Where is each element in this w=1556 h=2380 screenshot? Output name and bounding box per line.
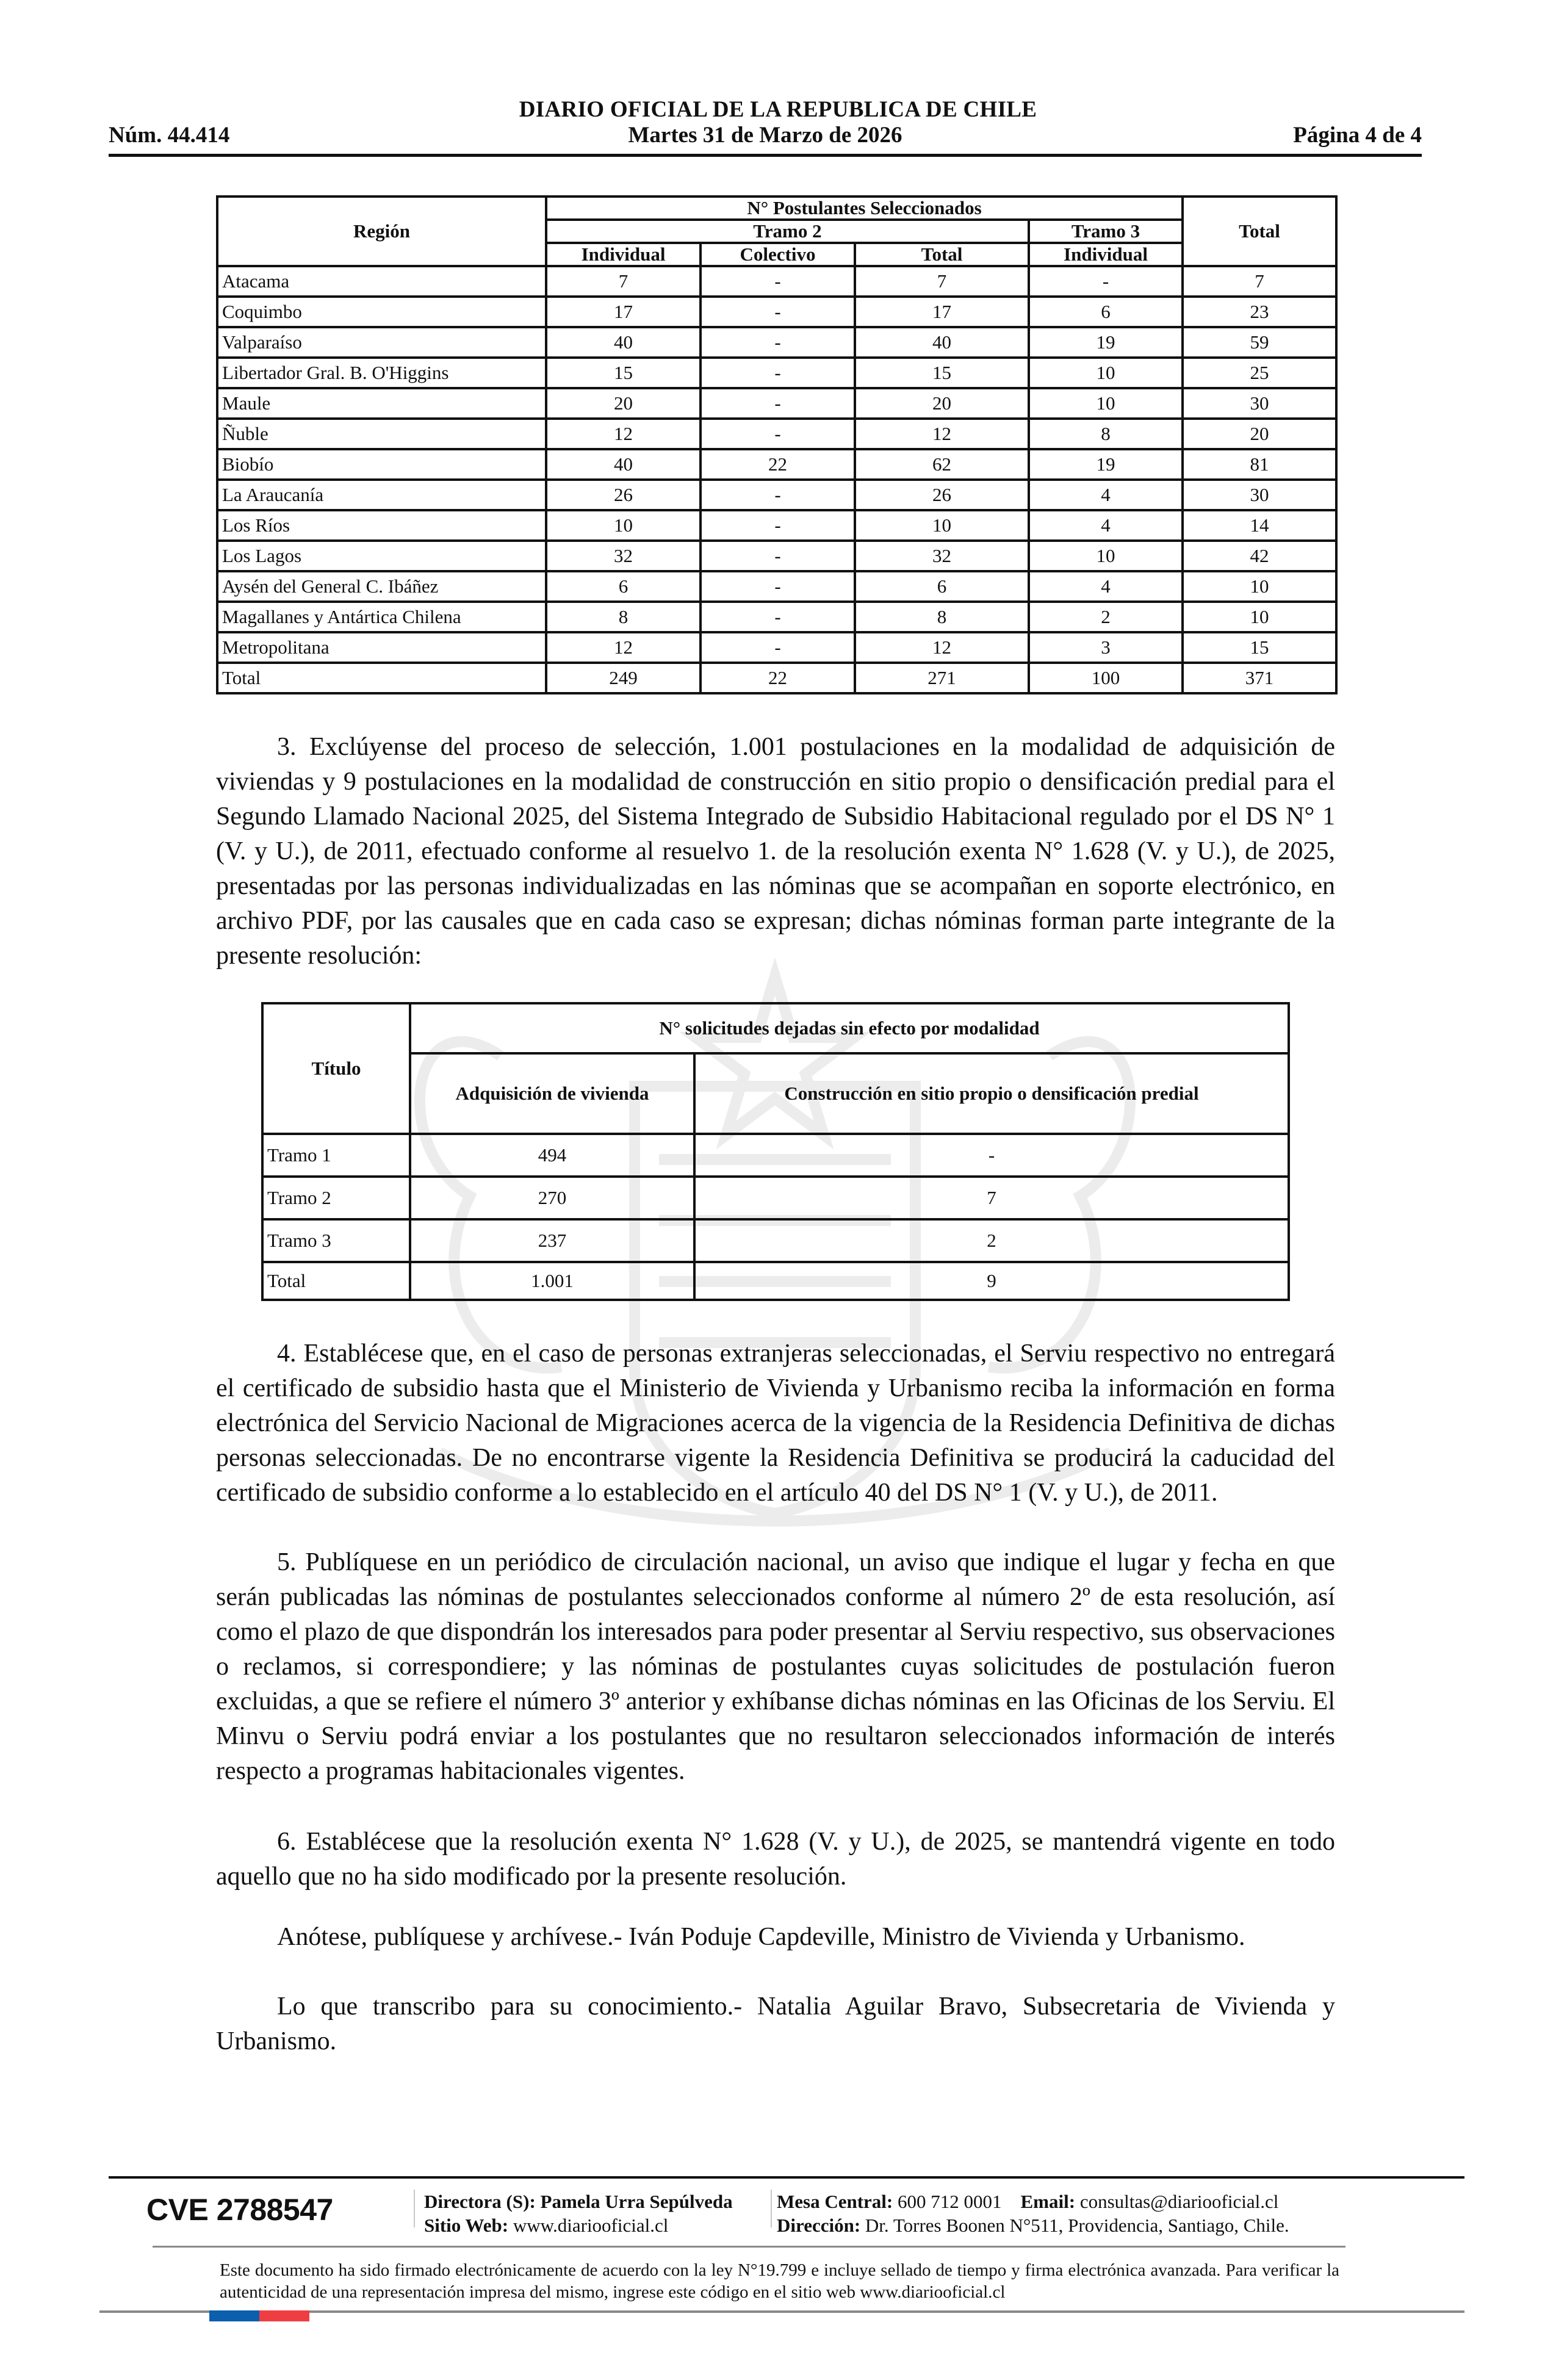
region-cell: Magallanes y Antártica Chilena bbox=[217, 602, 546, 632]
tramo2-colectivo-cell: - bbox=[701, 510, 855, 541]
table-row bbox=[262, 1177, 1289, 1219]
page-indicator: Página 4 de 4 bbox=[1293, 123, 1422, 148]
tramo2-colectivo-cell: - bbox=[701, 480, 855, 510]
table-row bbox=[217, 602, 1336, 632]
paragraph-4: 4. Establécese que, en el caso de personas extranjeras seleccionadas, el Serviu respectivo no entregará el certificado de subsidio hasta que el Ministerio de Vivienda y Urbanismo reciba la información en forma electrónica del Servicio Nacional de Migraciones acerca de la vigencia de la Residencia Definitiva de dichas personas seleccionadas. De no encontrarse vigente la Residencia Definitiva se producirá la caducidad del certificado de subsidio conforme a lo establecido en el artículo 40 del DS N° 1 (V. y U.), de 2011. bbox=[216, 1340, 1335, 1507]
publication-date: Martes 31 de Marzo de 2026 bbox=[628, 123, 902, 148]
tramo2-individual-cell: 26 bbox=[546, 480, 701, 510]
region-cell: Maule bbox=[217, 388, 546, 419]
table-row bbox=[217, 510, 1336, 541]
table-row bbox=[217, 571, 1336, 602]
tramo2-individual-cell: 40 bbox=[546, 449, 701, 480]
table-row bbox=[217, 480, 1336, 510]
publication-title: DIARIO OFICIAL DE LA REPUBLICA DE CHILE bbox=[519, 97, 1037, 122]
excluded-applications-table bbox=[261, 1002, 1290, 1301]
table-row bbox=[217, 327, 1336, 358]
tramo2-colectivo-cell: - bbox=[701, 327, 855, 358]
tramo3-individual-cell: 3 bbox=[1029, 632, 1183, 663]
footer-contact-block bbox=[777, 2190, 1289, 2237]
tramo3-individual-cell: - bbox=[1029, 266, 1183, 297]
header-t2-total: Total bbox=[855, 243, 1029, 266]
header-total: Total bbox=[1183, 197, 1336, 266]
tramo2-total-cell: 271 bbox=[855, 663, 1029, 693]
phone-number: 600 712 0001 bbox=[898, 2191, 1002, 2212]
table-row bbox=[217, 541, 1336, 571]
construction-cell: - bbox=[694, 1134, 1289, 1177]
header-region: Región bbox=[217, 197, 546, 266]
footer-director-block bbox=[424, 2190, 733, 2237]
tramo2-total-cell: 7 bbox=[855, 266, 1029, 297]
issue-number: Núm. 44.414 bbox=[109, 123, 230, 148]
region-cell: Los Lagos bbox=[217, 541, 546, 571]
tramo2-total-cell: 12 bbox=[855, 632, 1029, 663]
tramo3-individual-cell: 100 bbox=[1029, 663, 1183, 693]
total-cell: 7 bbox=[1183, 266, 1336, 297]
tramo2-individual-cell: 40 bbox=[546, 327, 701, 358]
tramo2-individual-cell: 17 bbox=[546, 297, 701, 327]
table-row bbox=[262, 1134, 1289, 1177]
tramo2-individual-cell: 12 bbox=[546, 419, 701, 449]
website-label: Sitio Web: bbox=[424, 2215, 509, 2236]
header-construction: Construcción en sitio propio o densificación predial bbox=[694, 1053, 1289, 1134]
table-row bbox=[217, 449, 1336, 480]
tramo2-colectivo-cell: - bbox=[701, 297, 855, 327]
table-row bbox=[217, 266, 1336, 297]
tramo-label-cell: Tramo 3 bbox=[262, 1219, 410, 1262]
table-row bbox=[262, 1219, 1289, 1262]
tramo2-total-cell: 32 bbox=[855, 541, 1029, 571]
tramo3-individual-cell: 8 bbox=[1029, 419, 1183, 449]
tramo2-total-cell: 12 bbox=[855, 419, 1029, 449]
tramo2-individual-cell: 8 bbox=[546, 602, 701, 632]
header-title: Título bbox=[262, 1003, 410, 1134]
tramo2-total-cell: 10 bbox=[855, 510, 1029, 541]
email-label: Email: bbox=[1020, 2191, 1076, 2212]
total-cell: 10 bbox=[1183, 602, 1336, 632]
region-cell: Total bbox=[217, 663, 546, 693]
tramo2-total-cell: 17 bbox=[855, 297, 1029, 327]
paragraph-6: 6. Establécese que la resolución exenta N° 1.628 (V. y U.), de 2025, se mantendrá vigente en todo aquello que no ha sido modificado por la presente resolución. bbox=[216, 1828, 1335, 1891]
paragraph-3: 3. Exclúyense del proceso de selección, 1.001 postulaciones en la modalidad de adquisición de viviendas y 9 postulaciones en la modalidad de construcción en sitio propio o densificación predial para el Segundo Llamado Nacional 2025, del Sistema Integrado de Subsidio Habitacional regulado por el DS N° 1 (V. y U.), de 2011, efectuado conforme al resuelvo 1. de la resolución exenta N° 1.628 (V. y U.), de 2025, presentadas por las personas individualizadas en las nóminas que se acompañan en soporte electrónico, en archivo PDF, por las causales que en cada caso se expresan; dichas nóminas forman parte integrante de la presente resolución: bbox=[216, 733, 1335, 970]
table-row bbox=[217, 388, 1336, 419]
tramo-label-cell: Total bbox=[262, 1262, 410, 1300]
tramo2-colectivo-cell: - bbox=[701, 419, 855, 449]
region-cell: Libertador Gral. B. O'Higgins bbox=[217, 358, 546, 388]
tramo2-total-cell: 8 bbox=[855, 602, 1029, 632]
total-cell: 10 bbox=[1183, 571, 1336, 602]
total-cell: 23 bbox=[1183, 297, 1336, 327]
tramo2-total-cell: 40 bbox=[855, 327, 1029, 358]
table-row bbox=[217, 632, 1336, 663]
total-cell: 81 bbox=[1183, 449, 1336, 480]
tramo3-individual-cell: 4 bbox=[1029, 480, 1183, 510]
header-tramo-3: Tramo 3 bbox=[1029, 220, 1183, 243]
acquisition-cell: 270 bbox=[410, 1177, 694, 1219]
address-label: Dirección: bbox=[777, 2215, 861, 2236]
tramo2-individual-cell: 249 bbox=[546, 663, 701, 693]
flag-stripe-blue bbox=[209, 2310, 259, 2321]
tramo2-colectivo-cell: - bbox=[701, 602, 855, 632]
paragraph-5: 5. Publíquese en un periódico de circulación nacional, un aviso que indique el lugar y fecha en que serán publicadas las nóminas de postulantes seleccionados conforme al número 2º de esta resolución, así como el plazo de que dispondrán los interesados para poder presentar al Serviu respectivo, sus observaciones o reclamos, si correspondiere; y las nóminas de postulantes cuyas solicitudes de postulación fueron excluidas, a que se refiere el número 3º anterior y exhíbanse dichas nóminas en las Oficinas de los Serviu. El Minvu o Serviu podrá enviar a los postulantes que no resultaron seleccionados información de interés respecto a programas habitacionales vigentes. bbox=[216, 1548, 1335, 1785]
total-cell: 42 bbox=[1183, 541, 1336, 571]
tramo2-individual-cell: 12 bbox=[546, 632, 701, 663]
acquisition-cell: 237 bbox=[410, 1219, 694, 1262]
tramo2-individual-cell: 10 bbox=[546, 510, 701, 541]
header-row bbox=[109, 122, 1422, 150]
header-t2-individual: Individual bbox=[546, 243, 701, 266]
tramo2-colectivo-cell: - bbox=[701, 388, 855, 419]
construction-cell: 2 bbox=[694, 1219, 1289, 1262]
selected-applicants-table bbox=[216, 195, 1338, 694]
total-cell: 25 bbox=[1183, 358, 1336, 388]
footer-divider-mid bbox=[153, 2246, 1345, 2248]
tramo2-colectivo-cell: - bbox=[701, 571, 855, 602]
tramo2-individual-cell: 20 bbox=[546, 388, 701, 419]
footer-separator bbox=[414, 2190, 415, 2227]
table-total-row bbox=[217, 663, 1336, 693]
tramo3-individual-cell: 10 bbox=[1029, 358, 1183, 388]
tramo2-colectivo-cell: - bbox=[701, 266, 855, 297]
region-cell: Ñuble bbox=[217, 419, 546, 449]
tramo2-individual-cell: 7 bbox=[546, 266, 701, 297]
director-name: Pamela Urra Sepúlveda bbox=[540, 2191, 733, 2212]
signature-undersecretary: Lo que transcribo para su conocimiento.- Natalia Aguilar Bravo, Subsecretaria de Vivienda y Urbanismo. bbox=[216, 1992, 1335, 2055]
signature-minister: Anótese, publíquese y archívese.- Iván Poduje Capdeville, Ministro de Vivienda y Urbanismo. bbox=[277, 1923, 1245, 1951]
website-link[interactable]: www.diariooficial.cl bbox=[513, 2215, 669, 2236]
construction-cell: 7 bbox=[694, 1177, 1289, 1219]
footer-divider-top bbox=[109, 2176, 1464, 2179]
table-row bbox=[217, 358, 1336, 388]
table-row bbox=[217, 297, 1336, 327]
total-cell: 30 bbox=[1183, 388, 1336, 419]
table-total-row bbox=[262, 1262, 1289, 1300]
tramo2-colectivo-cell: 22 bbox=[701, 663, 855, 693]
region-cell: Metropolitana bbox=[217, 632, 546, 663]
region-cell: Valparaíso bbox=[217, 327, 546, 358]
tramo2-individual-cell: 32 bbox=[546, 541, 701, 571]
tramo3-individual-cell: 19 bbox=[1029, 327, 1183, 358]
tramo3-individual-cell: 10 bbox=[1029, 388, 1183, 419]
tramo3-individual-cell: 2 bbox=[1029, 602, 1183, 632]
tramo-label-cell: Tramo 2 bbox=[262, 1177, 410, 1219]
phone-label: Mesa Central: bbox=[777, 2191, 893, 2212]
tramo2-total-cell: 6 bbox=[855, 571, 1029, 602]
header-t3-individual: Individual bbox=[1029, 243, 1183, 266]
tramo2-colectivo-cell: - bbox=[701, 541, 855, 571]
acquisition-cell: 494 bbox=[410, 1134, 694, 1177]
total-cell: 15 bbox=[1183, 632, 1336, 663]
header-group-selected: N° Postulantes Seleccionados bbox=[546, 197, 1183, 220]
cve-code: CVE 2788547 bbox=[146, 2193, 333, 2227]
region-cell: Atacama bbox=[217, 266, 546, 297]
region-cell: La Araucanía bbox=[217, 480, 546, 510]
email-link[interactable]: consultas@diariooficial.cl bbox=[1079, 2191, 1279, 2212]
region-cell: Aysén del General C. Ibáñez bbox=[217, 571, 546, 602]
tramo2-total-cell: 20 bbox=[855, 388, 1029, 419]
region-cell: Coquimbo bbox=[217, 297, 546, 327]
tramo2-total-cell: 62 bbox=[855, 449, 1029, 480]
header-tramo-2: Tramo 2 bbox=[546, 220, 1029, 243]
tramo2-individual-cell: 6 bbox=[546, 571, 701, 602]
total-cell: 371 bbox=[1183, 663, 1336, 693]
header-divider bbox=[109, 154, 1422, 157]
legal-notice: Este documento ha sido firmado electrónicamente de acuerdo con la ley N°19.799 e incluye sellado de tiempo y firma electrónica avanzada. Para verificar la autenticidad de una representación impresa del mismo, ingrese este código en el sitio web www.diariooficial.cl bbox=[220, 2260, 1339, 2302]
address-value: Dr. Torres Boonen N°511, Providencia, Santiago, Chile. bbox=[865, 2215, 1289, 2236]
header-group-excluded: N° solicitudes dejadas sin efecto por modalidad bbox=[410, 1003, 1289, 1053]
tramo2-total-cell: 26 bbox=[855, 480, 1029, 510]
region-cell: Biobío bbox=[217, 449, 546, 480]
tramo-label-cell: Tramo 1 bbox=[262, 1134, 410, 1177]
region-cell: Los Ríos bbox=[217, 510, 546, 541]
tramo2-colectivo-cell: 22 bbox=[701, 449, 855, 480]
table-row bbox=[217, 419, 1336, 449]
tramo3-individual-cell: 4 bbox=[1029, 571, 1183, 602]
tramo3-individual-cell: 4 bbox=[1029, 510, 1183, 541]
total-cell: 30 bbox=[1183, 480, 1336, 510]
tramo3-individual-cell: 10 bbox=[1029, 541, 1183, 571]
construction-cell: 9 bbox=[694, 1262, 1289, 1300]
flag-stripe-red bbox=[259, 2310, 309, 2321]
total-cell: 20 bbox=[1183, 419, 1336, 449]
header-acquisition: Adquisición de vivienda bbox=[410, 1053, 694, 1134]
tramo2-colectivo-cell: - bbox=[701, 358, 855, 388]
tramo3-individual-cell: 6 bbox=[1029, 297, 1183, 327]
total-cell: 14 bbox=[1183, 510, 1336, 541]
tramo2-individual-cell: 15 bbox=[546, 358, 701, 388]
director-label: Directora (S): bbox=[424, 2191, 536, 2212]
total-cell: 59 bbox=[1183, 327, 1336, 358]
tramo2-total-cell: 15 bbox=[855, 358, 1029, 388]
footer-separator bbox=[771, 2190, 772, 2227]
acquisition-cell: 1.001 bbox=[410, 1262, 694, 1300]
tramo3-individual-cell: 19 bbox=[1029, 449, 1183, 480]
tramo2-colectivo-cell: - bbox=[701, 632, 855, 663]
header-t2-colectivo: Colectivo bbox=[701, 243, 855, 266]
